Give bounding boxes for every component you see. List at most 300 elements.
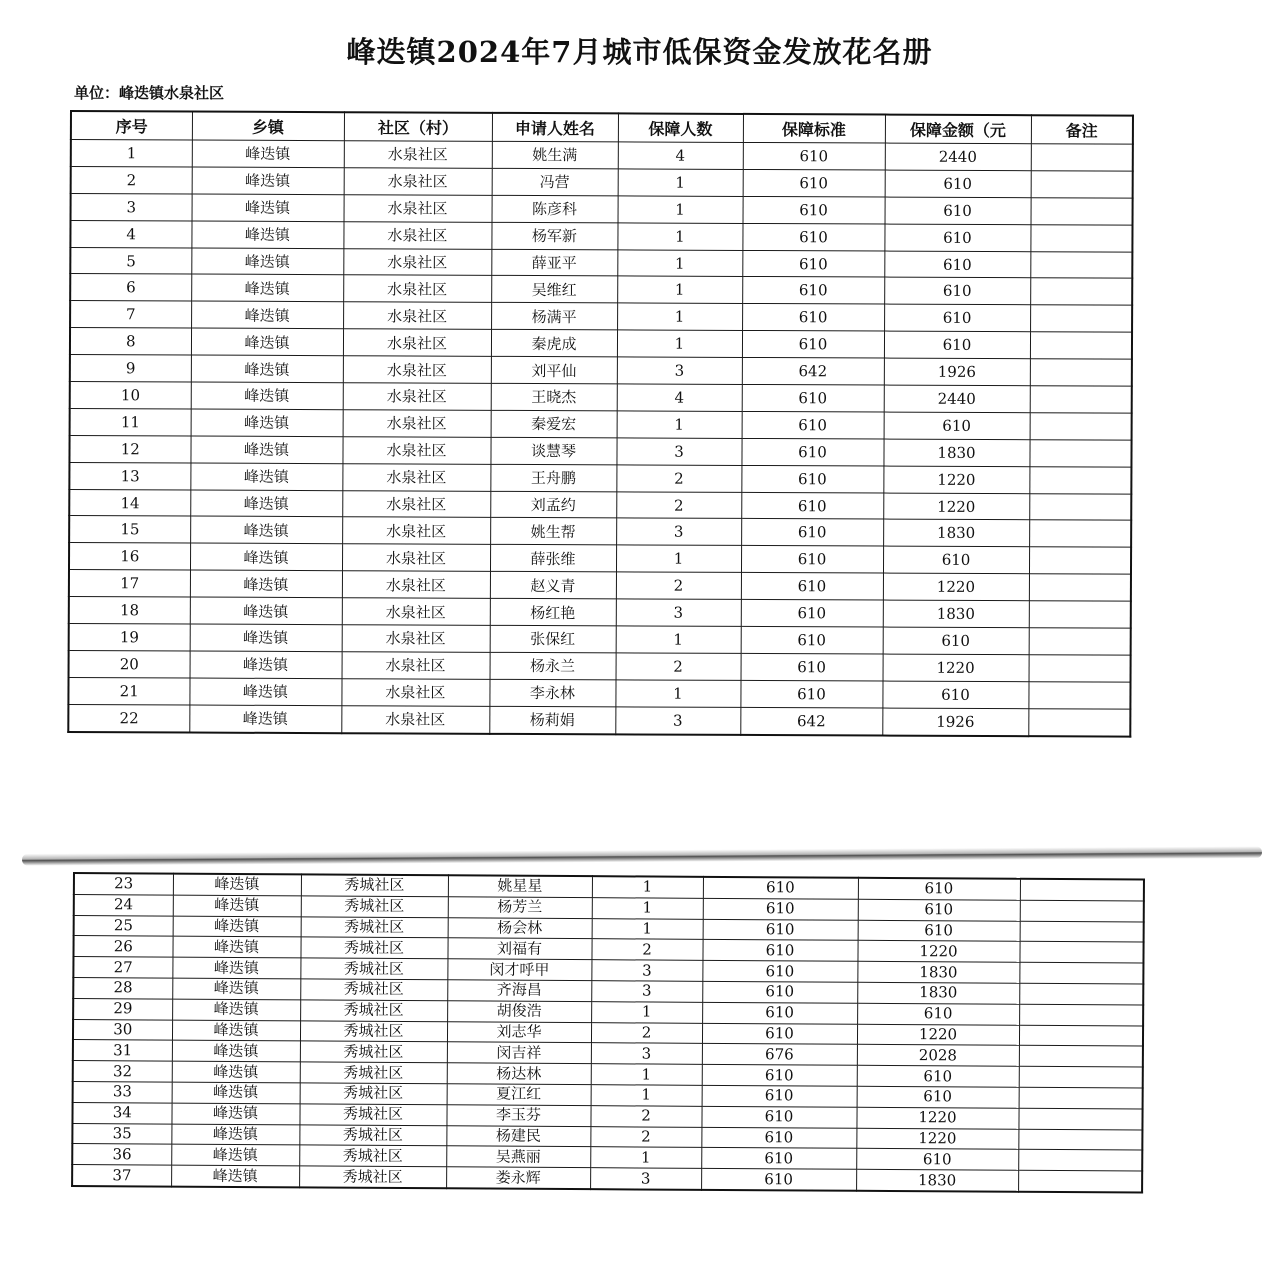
town-cell: 峰迭镇 <box>190 624 342 652</box>
remarks-cell <box>1029 547 1131 574</box>
household-size-cell: 2 <box>590 1126 701 1147</box>
household-size-cell: 1 <box>616 626 741 653</box>
town-cell: 峰迭镇 <box>190 597 342 625</box>
remarks-cell <box>1019 1025 1143 1047</box>
community-cell: 水泉社区 <box>342 490 490 518</box>
household-size-cell: 3 <box>616 518 741 545</box>
applicant-name-cell: 吴维红 <box>491 276 617 303</box>
household-size-cell: 1 <box>591 1001 702 1022</box>
applicant-name-cell: 杨达林 <box>447 1063 591 1085</box>
community-cell: 水泉社区 <box>341 679 489 707</box>
town-cell: 峰迭镇 <box>173 895 301 917</box>
community-cell: 水泉社区 <box>341 705 489 733</box>
household-size-cell: 1 <box>590 1147 701 1168</box>
household-size-cell: 1 <box>592 918 703 939</box>
applicant-name-cell: 李玉芬 <box>446 1105 590 1127</box>
header-applicant-name: 申请人姓名 <box>492 113 618 142</box>
seq-cell: 15 <box>69 516 190 543</box>
town-cell: 峰迭镇 <box>190 543 342 571</box>
community-cell: 秀城社区 <box>300 1020 447 1042</box>
header-household-size: 保障人数 <box>618 113 743 142</box>
community-cell: 秀城社区 <box>301 916 448 938</box>
seq-cell: 7 <box>70 301 191 328</box>
household-size-cell: 4 <box>618 142 743 169</box>
applicant-name-cell: 胡俊浩 <box>447 1001 591 1023</box>
applicant-name-cell: 薛亚平 <box>491 249 617 276</box>
standard-cell: 610 <box>743 169 885 197</box>
standard-cell: 610 <box>742 384 884 412</box>
remarks-cell <box>1030 224 1132 251</box>
amount-cell: 610 <box>883 546 1029 574</box>
seq-cell: 35 <box>72 1123 171 1144</box>
standard-cell: 610 <box>742 250 884 278</box>
standard-cell: 610 <box>743 142 885 170</box>
seq-cell: 6 <box>70 274 191 301</box>
town-cell: 峰迭镇 <box>190 651 342 679</box>
remarks-cell <box>1030 305 1132 332</box>
town-cell: 峰迭镇 <box>190 436 342 464</box>
applicant-name-cell: 秦爱宏 <box>491 410 617 437</box>
remarks-cell <box>1019 942 1143 964</box>
community-cell: 秀城社区 <box>300 958 447 980</box>
standard-cell: 610 <box>742 277 884 305</box>
applicant-name-cell: 张保红 <box>490 625 616 652</box>
seq-cell: 12 <box>69 435 190 462</box>
amount-cell: 610 <box>856 1149 1018 1171</box>
seq-cell: 18 <box>69 597 190 624</box>
header-standard: 保障标准 <box>743 114 885 143</box>
page-divider <box>22 846 1262 866</box>
town-cell: 峰迭镇 <box>172 1061 300 1083</box>
applicant-name-cell: 陈彦科 <box>492 195 618 222</box>
seq-cell: 30 <box>73 1019 172 1040</box>
household-size-cell: 1 <box>617 330 742 357</box>
applicant-name-cell: 杨永兰 <box>490 652 616 679</box>
household-size-cell: 2 <box>590 1105 701 1126</box>
table-header-row <box>71 111 1133 144</box>
remarks-cell <box>1029 628 1131 655</box>
applicant-name-cell: 姚生满 <box>492 141 618 168</box>
applicant-name-cell: 吴燕丽 <box>446 1146 590 1168</box>
amount-cell: 1220 <box>856 1107 1018 1129</box>
town-cell: 峰迭镇 <box>172 957 300 979</box>
community-cell: 水泉社区 <box>342 625 490 653</box>
applicant-name-cell: 赵义青 <box>490 572 616 599</box>
remarks-cell <box>1029 493 1131 520</box>
remarks-cell <box>1019 1046 1143 1068</box>
household-size-cell: 1 <box>592 897 703 918</box>
town-cell: 峰迭镇 <box>191 274 343 302</box>
seq-cell: 37 <box>72 1165 171 1187</box>
amount-cell: 2440 <box>884 385 1030 413</box>
seq-cell: 17 <box>69 570 190 597</box>
remarks-cell <box>1029 466 1131 493</box>
roster-table-page-1 <box>67 110 1134 737</box>
standard-cell: 610 <box>703 877 858 899</box>
amount-cell: 1220 <box>883 493 1029 521</box>
applicant-name-cell: 王舟鹏 <box>490 464 616 491</box>
applicant-name-cell: 薛张维 <box>490 545 616 572</box>
seq-cell: 10 <box>70 382 191 409</box>
community-cell: 秀城社区 <box>300 1041 447 1063</box>
applicant-name-cell: 冯营 <box>492 168 618 195</box>
remarks-cell <box>1028 682 1130 709</box>
standard-cell: 610 <box>741 465 883 493</box>
standard-cell: 610 <box>702 940 857 962</box>
amount-cell: 1830 <box>883 600 1029 628</box>
amount-cell: 610 <box>884 224 1030 252</box>
remarks-cell <box>1018 1129 1142 1151</box>
remarks-cell <box>1020 879 1144 901</box>
seq-cell: 13 <box>69 462 190 489</box>
standard-cell: 610 <box>742 331 884 359</box>
household-size-cell: 1 <box>615 680 740 707</box>
town-cell: 峰迭镇 <box>191 382 343 410</box>
remarks-cell <box>1019 983 1143 1005</box>
applicant-name-cell: 齐海昌 <box>447 980 591 1002</box>
household-size-cell: 1 <box>617 411 742 438</box>
standard-cell: 610 <box>742 304 884 332</box>
community-cell: 秀城社区 <box>299 1124 446 1146</box>
amount-cell: 610 <box>858 878 1020 900</box>
town-cell: 峰迭镇 <box>172 937 300 959</box>
standard-cell: 610 <box>742 223 884 251</box>
community-cell: 水泉社区 <box>342 598 490 626</box>
remarks-cell <box>1030 386 1132 413</box>
household-size-cell: 1 <box>617 223 742 250</box>
applicant-name-cell: 娄永辉 <box>446 1167 590 1189</box>
remarks-cell <box>1030 278 1132 305</box>
town-cell: 峰迭镇 <box>192 167 344 195</box>
seq-cell: 4 <box>70 220 191 247</box>
household-size-cell: 2 <box>616 653 741 680</box>
standard-cell: 610 <box>702 1023 857 1045</box>
remarks-cell <box>1018 1170 1142 1192</box>
community-cell: 水泉社区 <box>343 329 491 357</box>
amount-cell: 610 <box>885 170 1031 198</box>
standard-cell: 610 <box>703 919 858 941</box>
standard-cell: 610 <box>742 411 884 439</box>
town-cell: 峰迭镇 <box>173 916 301 938</box>
seq-cell: 22 <box>68 704 189 732</box>
household-size-cell: 4 <box>617 384 742 411</box>
town-cell: 峰迭镇 <box>190 516 342 544</box>
seq-cell: 27 <box>73 957 172 978</box>
seq-cell: 3 <box>71 193 192 220</box>
town-cell: 峰迭镇 <box>191 221 343 249</box>
applicant-name-cell: 王晓杰 <box>491 383 617 410</box>
seq-cell: 24 <box>74 894 173 915</box>
header-community: 社区（村） <box>344 112 492 141</box>
town-cell: 峰迭镇 <box>192 140 344 168</box>
amount-cell: 610 <box>857 1065 1019 1087</box>
community-cell: 水泉社区 <box>343 302 491 330</box>
household-size-cell: 2 <box>616 572 741 599</box>
household-size-cell: 3 <box>616 438 741 465</box>
community-cell: 水泉社区 <box>344 141 492 169</box>
community-cell: 水泉社区 <box>343 356 491 384</box>
town-cell: 峰迭镇 <box>190 463 342 491</box>
community-cell: 水泉社区 <box>342 436 490 464</box>
amount-cell: 610 <box>884 412 1030 440</box>
town-cell: 峰迭镇 <box>171 1103 299 1125</box>
applicant-name-cell: 杨建民 <box>446 1125 590 1147</box>
seq-cell: 19 <box>69 624 190 651</box>
seq-cell: 23 <box>74 873 173 895</box>
amount-cell: 2440 <box>885 143 1031 171</box>
amount-cell: 610 <box>858 920 1020 942</box>
amount-cell: 1830 <box>856 1169 1018 1191</box>
remarks-cell <box>1031 144 1133 171</box>
applicant-name-cell: 杨军新 <box>491 222 617 249</box>
household-size-cell: 3 <box>615 707 740 735</box>
amount-cell: 610 <box>884 251 1030 279</box>
household-size-cell: 3 <box>591 1043 702 1064</box>
applicant-name-cell: 李永林 <box>489 679 615 706</box>
standard-cell: 610 <box>741 492 883 520</box>
community-cell: 水泉社区 <box>344 194 492 222</box>
applicant-name-cell: 刘平仙 <box>491 356 617 383</box>
standard-cell: 610 <box>743 196 885 224</box>
town-cell: 峰迭镇 <box>191 355 343 383</box>
remarks-cell <box>1029 574 1131 601</box>
standard-cell: 610 <box>701 1127 856 1149</box>
remarks-cell <box>1029 655 1131 682</box>
applicant-name-cell: 闵才呼甲 <box>447 959 591 981</box>
applicant-name-cell: 杨莉娟 <box>489 706 615 734</box>
remarks-cell <box>1030 332 1132 359</box>
amount-cell: 610 <box>884 304 1030 332</box>
amount-cell: 1220 <box>883 573 1029 601</box>
header-amount: 保障金额（元 <box>885 115 1031 144</box>
header-seq: 序号 <box>71 111 192 140</box>
amount-cell: 610 <box>857 1086 1019 1108</box>
community-cell: 秀城社区 <box>300 979 447 1001</box>
amount-cell: 1220 <box>883 466 1029 494</box>
community-cell: 秀城社区 <box>300 1062 447 1084</box>
community-cell: 秀城社区 <box>299 1104 446 1126</box>
applicant-name-cell: 杨会林 <box>448 917 592 939</box>
standard-cell: 610 <box>740 680 882 708</box>
household-size-cell: 1 <box>618 196 743 223</box>
seq-cell: 21 <box>68 677 189 704</box>
amount-cell: 610 <box>885 197 1031 225</box>
standard-cell: 610 <box>702 981 857 1003</box>
standard-cell: 642 <box>742 358 884 386</box>
community-cell: 水泉社区 <box>343 275 491 303</box>
community-cell: 秀城社区 <box>301 896 448 918</box>
community-cell: 秀城社区 <box>301 874 448 896</box>
remarks-cell <box>1018 1150 1142 1172</box>
standard-cell: 610 <box>741 653 883 681</box>
standard-cell: 610 <box>701 1106 856 1128</box>
town-cell: 峰迭镇 <box>172 1082 300 1104</box>
community-cell: 水泉社区 <box>343 383 491 411</box>
remarks-cell <box>1031 171 1133 198</box>
standard-cell: 610 <box>702 961 857 983</box>
amount-cell: 610 <box>858 899 1020 921</box>
remarks-cell <box>1020 900 1144 922</box>
town-cell: 峰迭镇 <box>190 490 342 518</box>
seq-cell: 8 <box>70 328 191 355</box>
community-cell: 水泉社区 <box>342 544 490 572</box>
seq-cell: 33 <box>73 1081 172 1102</box>
remarks-cell <box>1029 439 1131 466</box>
amount-cell: 1220 <box>883 654 1029 682</box>
applicant-name-cell: 姚星星 <box>448 875 592 897</box>
standard-cell: 610 <box>741 546 883 574</box>
applicant-name-cell: 刘志华 <box>447 1021 591 1043</box>
remarks-cell <box>1028 708 1130 736</box>
document-title: 峰迭镇2024年7月城市低保资金发放花名册 <box>346 35 933 69</box>
amount-cell: 610 <box>857 1003 1019 1025</box>
amount-cell: 1220 <box>857 1024 1019 1046</box>
household-size-cell: 3 <box>591 960 702 981</box>
town-cell: 峰迭镇 <box>191 248 343 276</box>
town-cell: 峰迭镇 <box>171 1144 299 1166</box>
standard-cell: 610 <box>741 519 883 547</box>
standard-cell: 610 <box>701 1168 856 1190</box>
town-cell: 峰迭镇 <box>172 999 300 1021</box>
amount-cell: 1926 <box>884 358 1030 386</box>
seq-cell: 29 <box>73 998 172 1019</box>
town-cell: 峰迭镇 <box>171 1165 299 1187</box>
household-size-cell: 1 <box>591 1064 702 1085</box>
remarks-cell <box>1030 413 1132 440</box>
applicant-name-cell: 杨满平 <box>491 303 617 330</box>
seq-cell: 20 <box>69 650 190 677</box>
amount-cell: 610 <box>884 278 1030 306</box>
town-cell: 峰迭镇 <box>172 1020 300 1042</box>
seq-cell: 28 <box>73 977 172 998</box>
community-cell: 水泉社区 <box>344 168 492 196</box>
household-size-cell: 3 <box>616 599 741 626</box>
table-row <box>68 704 1130 736</box>
amount-cell: 1830 <box>857 982 1019 1004</box>
seq-cell: 16 <box>69 543 190 570</box>
applicant-name-cell: 谈慧琴 <box>490 437 616 464</box>
community-cell: 水泉社区 <box>342 571 490 599</box>
amount-cell: 1830 <box>883 520 1029 548</box>
town-cell: 峰迭镇 <box>191 409 343 437</box>
applicant-name-cell: 杨芳兰 <box>448 897 592 919</box>
community-cell: 水泉社区 <box>342 463 490 491</box>
household-size-cell: 1 <box>617 249 742 276</box>
standard-cell: 610 <box>702 1002 857 1024</box>
seq-cell: 32 <box>73 1061 172 1082</box>
amount-cell: 1830 <box>857 961 1019 983</box>
roster-table-page-2 <box>71 872 1145 1193</box>
remarks-cell <box>1018 1108 1142 1130</box>
town-cell: 峰迭镇 <box>191 301 343 329</box>
town-cell: 峰迭镇 <box>172 1040 300 1062</box>
seq-cell: 34 <box>72 1102 171 1123</box>
seq-cell: 2 <box>71 166 192 193</box>
remarks-cell <box>1019 962 1143 984</box>
standard-cell: 610 <box>702 1065 857 1087</box>
header-town: 乡镇 <box>192 112 344 141</box>
standard-cell: 610 <box>741 438 883 466</box>
standard-cell: 610 <box>703 898 858 920</box>
remarks-cell <box>1019 1004 1143 1026</box>
applicant-name-cell: 杨红艳 <box>490 598 616 625</box>
standard-cell: 610 <box>702 1085 857 1107</box>
amount-cell: 610 <box>882 681 1028 709</box>
applicant-name-cell: 夏江红 <box>447 1084 591 1106</box>
remarks-cell <box>1019 1066 1143 1088</box>
seq-cell: 11 <box>70 408 191 435</box>
amount-cell: 610 <box>883 627 1029 655</box>
household-size-cell: 2 <box>616 465 741 492</box>
seq-cell: 14 <box>69 489 190 516</box>
household-size-cell: 1 <box>616 545 741 572</box>
household-size-cell: 2 <box>591 1022 702 1043</box>
standard-cell: 610 <box>741 600 883 628</box>
community-cell: 水泉社区 <box>343 410 491 438</box>
applicant-name-cell: 刘福有 <box>447 938 591 960</box>
town-cell: 峰迭镇 <box>191 328 343 356</box>
town-cell: 峰迭镇 <box>189 678 341 706</box>
seq-cell: 5 <box>70 247 191 274</box>
household-size-cell: 1 <box>618 169 743 196</box>
seq-cell: 36 <box>72 1144 171 1165</box>
seq-cell: 9 <box>70 355 191 382</box>
amount-cell: 2028 <box>857 1045 1019 1067</box>
seq-cell: 25 <box>74 915 173 936</box>
unit-label: 单位：峰迭镇水泉社区 <box>74 84 225 102</box>
town-cell: 峰迭镇 <box>173 874 301 896</box>
household-size-cell: 2 <box>616 491 741 518</box>
household-size-cell: 1 <box>591 1085 702 1106</box>
remarks-cell <box>1020 921 1144 943</box>
applicant-name-cell: 闵吉祥 <box>447 1042 591 1064</box>
standard-cell: 610 <box>701 1148 856 1170</box>
community-cell: 秀城社区 <box>299 1166 446 1188</box>
household-size-cell: 1 <box>592 876 703 898</box>
community-cell: 水泉社区 <box>342 652 490 680</box>
applicant-name-cell: 刘孟约 <box>490 491 616 518</box>
applicant-name-cell: 姚生帮 <box>490 518 616 545</box>
applicant-name-cell: 秦虎成 <box>491 330 617 357</box>
remarks-cell <box>1019 1087 1143 1109</box>
household-size-cell: 1 <box>617 276 742 303</box>
seq-cell: 1 <box>71 140 192 167</box>
community-cell: 水泉社区 <box>343 248 491 276</box>
remarks-cell <box>1030 359 1132 386</box>
header-remarks: 备注 <box>1031 115 1133 144</box>
seq-cell: 31 <box>73 1040 172 1061</box>
town-cell: 峰迭镇 <box>190 570 342 598</box>
seq-cell: 26 <box>73 936 172 957</box>
amount-cell: 1926 <box>882 708 1028 736</box>
household-size-cell: 3 <box>590 1168 701 1190</box>
standard-cell: 610 <box>741 573 883 601</box>
community-cell: 秀城社区 <box>299 1145 446 1167</box>
standard-cell: 676 <box>702 1044 857 1066</box>
community-cell: 秀城社区 <box>300 937 447 959</box>
remarks-cell <box>1030 251 1132 278</box>
community-cell: 秀城社区 <box>300 1000 447 1022</box>
community-cell: 水泉社区 <box>343 221 491 249</box>
household-size-cell: 3 <box>617 357 742 384</box>
town-cell: 峰迭镇 <box>171 1124 299 1146</box>
remarks-cell <box>1031 197 1133 224</box>
town-cell: 峰迭镇 <box>172 978 300 1000</box>
standard-cell: 642 <box>740 707 882 735</box>
community-cell: 秀城社区 <box>300 1083 447 1105</box>
town-cell: 峰迭镇 <box>192 194 344 222</box>
household-size-cell: 1 <box>617 303 742 330</box>
